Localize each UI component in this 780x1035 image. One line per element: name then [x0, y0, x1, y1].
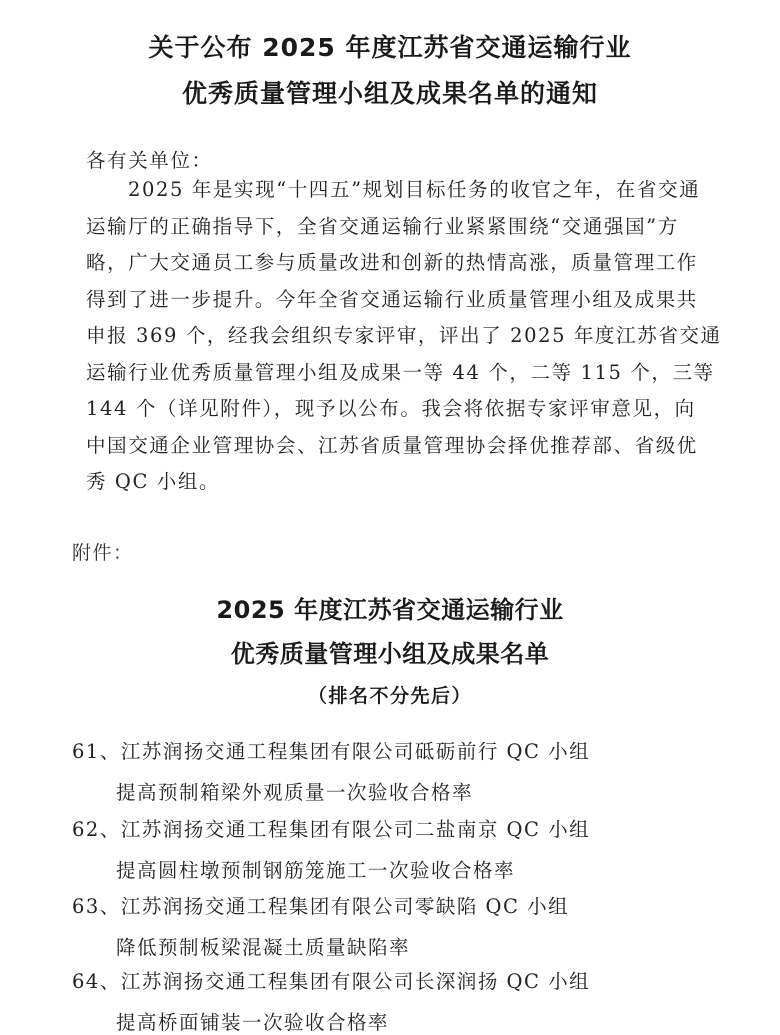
entry-group: 江苏润扬交通工程集团有限公司长深润扬 QC 小组 [120, 970, 591, 993]
entry-group: 江苏润扬交通工程集团有限公司砥砺前行 QC 小组 [120, 740, 591, 763]
entry-number: 63、 [72, 895, 121, 918]
list-item [72, 814, 590, 883]
body-line: 2025 年是实现“十四五”规划目标任务的收官之年，在省交通 [128, 178, 701, 201]
attachment-title-line2: 优秀质量管理小组及成果名单 [230, 640, 550, 668]
list-item [72, 891, 569, 960]
body-line: 运输厅的正确指导下，全省交通运输行业紧紧围绕“交通强国”方 [86, 214, 679, 238]
body-line: 略，广大交通员工参与质量改进和创新的热情高涨，质量管理工作 [86, 251, 698, 274]
list-item [72, 736, 590, 805]
attachment-title-line1: 2025 年度江苏省交通运输行业 [216, 596, 564, 624]
entry-number: 62、 [72, 818, 121, 841]
entry-project: 提高圆柱墩预制钢筋笼施工一次验收合格率 [116, 859, 516, 882]
notice-body [86, 172, 722, 501]
body-line: 得到了进一步提升。今年全省交通运输行业质量管理小组及成果共 [86, 287, 698, 311]
entry-number: 61、 [72, 740, 121, 763]
body-line: 秀 QC 小组。 [86, 470, 221, 493]
entry-number: 64、 [72, 970, 121, 993]
entry-project: 提高桥面铺装一次验收合格率 [116, 1011, 390, 1034]
entry-project: 提高预制箱梁外观质量一次验收合格率 [116, 781, 474, 804]
body-line: 144 个（详见附件），现予以公布。我会将依据专家评审意见，向 [86, 397, 696, 420]
notice-title-line1: 关于公布 2025 年度江苏省交通运输行业 [148, 33, 632, 62]
entry-group: 江苏润扬交通工程集团有限公司二盐南京 QC 小组 [120, 818, 591, 841]
body-line: 申报 369 个，经我会组织专家评审，评出了 2025 年度江苏省交通 [86, 324, 722, 347]
list-item [72, 966, 590, 1035]
entry-group: 江苏润扬交通工程集团有限公司零缺陷 QC 小组 [120, 895, 570, 918]
attachment-subtitle: （排名不分先后） [307, 685, 472, 707]
entry-project: 降低预制板梁混凝土质量缺陷率 [116, 936, 411, 959]
notice-title-line2: 优秀质量管理小组及成果名单的通知 [181, 79, 598, 108]
body-line: 运输行业优秀质量管理小组及成果一等 44 个，二等 115 个，三等 [86, 360, 715, 384]
attachment-label: 附件： [72, 542, 134, 564]
greeting: 各有关单位： [86, 149, 213, 172]
body-line: 中国交通企业管理协会、江苏省质量管理协会择优推荐部、省级优 [86, 433, 698, 457]
